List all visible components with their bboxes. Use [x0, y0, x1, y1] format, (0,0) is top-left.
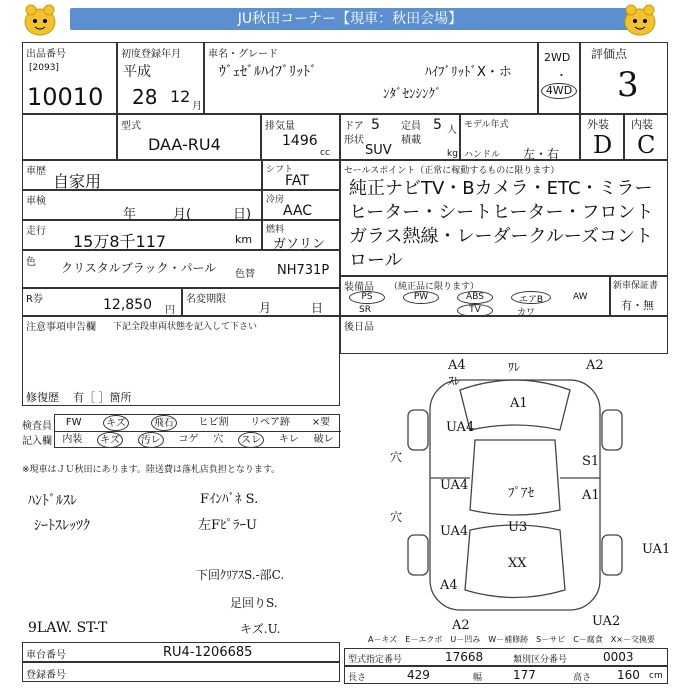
- repair-value: 有［ ］箇所: [73, 391, 132, 404]
- name-box: [204, 42, 538, 114]
- hand-note: ｼｰﾄｽﾚｯﾂｸ: [34, 518, 90, 534]
- car-roof: [470, 440, 560, 515]
- hw-mark: S1: [582, 454, 600, 469]
- hw-mark: 穴: [390, 510, 403, 524]
- tax-label: R券: [26, 294, 43, 305]
- inspection-day: 日): [233, 207, 252, 222]
- km: km: [235, 233, 253, 246]
- color-no-label: 色替: [235, 269, 255, 280]
- equip-abs: ABS: [457, 291, 493, 304]
- ext-label: 外装: [587, 118, 609, 131]
- drive-4wd: 4WD: [541, 83, 577, 99]
- seats-unit: 人: [447, 125, 457, 136]
- check-item: ×要: [311, 417, 331, 428]
- chassis-label: 車台番号: [26, 650, 66, 661]
- equip-label: 装備品: [344, 282, 374, 293]
- check-item: 破レ: [313, 434, 334, 445]
- hw-note: 足回りS.: [230, 596, 278, 610]
- seats: 5: [433, 117, 442, 133]
- check-label: 検査員: [22, 421, 52, 432]
- type-spec-label: 型式指定番号: [348, 655, 403, 665]
- later-label: 後日品: [344, 322, 374, 333]
- new-value: 有・無: [621, 299, 654, 312]
- selling-label: セールスポイント（正常に稼動するものに限ります）: [344, 166, 560, 176]
- disp-label: 排気量: [265, 121, 295, 132]
- wid: 177: [513, 668, 536, 682]
- model-year-label: モデル年式: [464, 120, 509, 130]
- hw-mark: ﾌﾟｱｾ: [508, 486, 534, 501]
- blank-box: [22, 114, 117, 160]
- model-box: [117, 114, 261, 160]
- wheel-rr: [602, 535, 622, 575]
- lot-number: 10010: [27, 83, 104, 111]
- header-title: JU秋田コーナー【現車：秋田会場】: [70, 8, 630, 30]
- check-row-1: [55, 415, 341, 432]
- drive-2wd: 2WD: [544, 51, 571, 64]
- type-spec: 17668: [445, 650, 484, 664]
- doors: 5: [371, 117, 380, 133]
- inspection-label: 車検: [26, 196, 46, 207]
- use-row: [22, 160, 262, 190]
- load-label: 積載: [401, 135, 421, 146]
- ext-box: [580, 114, 624, 160]
- size-row: [344, 666, 668, 684]
- change-day: 日: [311, 301, 324, 315]
- equip-sr: SR: [359, 305, 371, 315]
- seats-label: 定員: [401, 121, 421, 132]
- check-item-circled: キズ: [97, 432, 123, 448]
- reg-box: [117, 42, 204, 114]
- len: 429: [407, 668, 430, 682]
- lot-sub: [2093]: [29, 63, 59, 73]
- hei: 160: [617, 668, 640, 682]
- hw-mark: A1: [582, 488, 600, 503]
- month: 12: [170, 87, 191, 106]
- hw-note: キズ.U.: [240, 622, 281, 636]
- check-item: リペア跡: [250, 417, 290, 428]
- shift-box: [262, 160, 340, 190]
- regno-row: [22, 662, 340, 682]
- grade-1: ﾊｲﾌﾞﾘｯﾄﾞX・ホ: [425, 65, 512, 80]
- score-label: 評価点: [591, 47, 628, 61]
- hw-note: Fｲﾝﾊﾞﾈ S.: [200, 492, 259, 507]
- hw-mark: XX: [508, 556, 527, 571]
- equip-box: [340, 276, 610, 316]
- car-name: ｳﾞｪｾﾞﾙﾊｲﾌﾞﾘｯﾄﾞ: [219, 64, 317, 80]
- score-box: [580, 42, 668, 114]
- check-item-circled: 飛石: [151, 415, 177, 431]
- wheel-fr: [602, 410, 622, 450]
- shift-label: シフト: [266, 165, 294, 175]
- color-label: 色: [26, 257, 36, 268]
- int-label: 内装: [631, 118, 653, 131]
- ac-label: 冷房: [266, 195, 285, 205]
- mascot-right-icon: [622, 4, 658, 36]
- score: 3: [617, 65, 639, 105]
- kg: kg: [447, 149, 458, 159]
- hw-mark: UA4: [446, 420, 475, 435]
- cm: cm: [649, 671, 663, 681]
- class-label: 類別区分番号: [513, 655, 568, 665]
- fill-label: 記入欄: [22, 436, 52, 447]
- name-label: 車名・グレード: [208, 49, 278, 60]
- selling-points: 純正ナビTV・Bカメラ・ETC・ミラーヒーター・シートヒーター・フロントガラス熱線・レーダークルーズコントロール: [349, 178, 654, 271]
- lot-label: 出品番号: [26, 49, 66, 60]
- hw-mark: UA2: [592, 614, 621, 629]
- disp: 1496: [282, 133, 318, 149]
- inspection-month: 月(: [173, 207, 192, 222]
- mileage: 15万8千117: [73, 232, 167, 251]
- selling-box: [340, 160, 668, 276]
- hw-mark: A4: [448, 358, 466, 373]
- cc: cc: [320, 148, 330, 158]
- year-steer-box: [460, 114, 580, 160]
- color-row: [22, 250, 340, 288]
- mascot-left-icon: [22, 4, 58, 36]
- hand-note: ﾊﾝﾄﾞﾙｽﾚ: [28, 493, 77, 509]
- drive-dot: ・: [556, 69, 567, 82]
- fuel: ガソリン: [273, 237, 326, 252]
- change-month: 月: [259, 301, 272, 315]
- hw-mark: U3: [508, 520, 528, 535]
- steer-label: ハンドル: [464, 150, 501, 160]
- ext-grade: D: [593, 131, 613, 159]
- wid-label: 幅: [473, 673, 483, 683]
- fuel-label: 燃料: [266, 225, 285, 235]
- check-item: コゲ: [178, 434, 199, 445]
- hw-mark: UA4: [440, 478, 469, 493]
- equip-ps: PS: [349, 291, 385, 304]
- repair-label: 修復歴: [26, 391, 59, 404]
- damage-legend: A－キズ E－エクボ U－凹み W－補修跡 S－サビ C－腐食 X×－交換要: [368, 635, 655, 644]
- model: DAA-RU4: [148, 135, 221, 154]
- check-grid: [54, 414, 340, 448]
- check-item: キレ: [278, 434, 299, 445]
- new-box: [610, 276, 668, 316]
- tax: 12,850: [103, 297, 152, 313]
- change-row: [182, 288, 340, 316]
- mileage-label: 走行: [26, 226, 46, 237]
- hw-mark: A2: [586, 358, 604, 373]
- shape-label: 形状: [344, 135, 364, 146]
- check-item-circled: キズ: [103, 415, 129, 431]
- hw-mark: UA4: [440, 524, 469, 539]
- hw-mark: ｽﾚ: [448, 374, 461, 388]
- inspection-row: [22, 190, 262, 220]
- model-label: 型式: [121, 121, 141, 132]
- change-label: 名変期限: [186, 294, 226, 305]
- color: クリスタルブラック・パール: [61, 261, 217, 275]
- later-box: [340, 316, 668, 354]
- year: 28: [132, 85, 158, 109]
- notes-sub: 下記全段車両状態を記入して下さい: [113, 322, 258, 332]
- tax-row: [22, 288, 182, 316]
- check-item-circled: 汚レ: [138, 432, 164, 448]
- shape: SUV: [365, 143, 392, 158]
- ac-box: [262, 190, 340, 220]
- hw-note: 左FﾋﾟﾗｰU: [198, 518, 257, 533]
- use-label: 車歴: [26, 166, 46, 177]
- new-label: 新車保証書: [613, 281, 659, 291]
- hw-mark: UA1: [642, 542, 671, 557]
- doors-label: ドア: [344, 121, 364, 132]
- mileage-row: [22, 220, 262, 250]
- chassis-row: [22, 642, 340, 662]
- check-item: FW: [65, 417, 82, 428]
- fuel-box: [262, 220, 340, 250]
- shift: FAT: [285, 173, 309, 189]
- check-row-2: [55, 432, 341, 448]
- remark: ※現車はＪＵ秋田にあります。陸送費は落札店負担となります。: [22, 465, 281, 475]
- drive-box: [538, 42, 580, 114]
- color-no: NH731P: [277, 263, 330, 278]
- grade-2: ﾝﾀﾞｾﾝｼﾝｸﾞ: [383, 87, 442, 102]
- hw-mark: A4: [440, 578, 458, 593]
- notes-box: [22, 316, 340, 406]
- wheel-fl: [408, 410, 428, 450]
- header: [0, 0, 700, 40]
- int-box: [624, 114, 668, 160]
- hw-mark: A1: [510, 396, 528, 411]
- check-item: 内装: [62, 434, 83, 445]
- wheel-rl: [408, 535, 428, 575]
- hand-note: 9LAW. ST-T: [28, 620, 108, 636]
- spec-row: [344, 648, 668, 666]
- hw-mark: ﾜﾚ: [508, 360, 521, 374]
- check-item: ヒビ割: [198, 417, 229, 428]
- hw-mark: 穴: [390, 450, 403, 464]
- equip-airbag: エアB: [511, 291, 551, 304]
- era: 平成: [123, 64, 151, 80]
- hw-note: 下回ｸﾘｱｽS.-部C.: [196, 568, 285, 582]
- tax-unit: 円: [165, 305, 175, 316]
- equip-tv: TV: [457, 304, 493, 317]
- ac: AAC: [283, 203, 313, 219]
- int-grade: C: [637, 131, 656, 159]
- steer-value: 左・右: [523, 147, 560, 161]
- month-unit: 月: [192, 101, 202, 112]
- equip-aw: AW: [573, 292, 588, 302]
- lot-box: [22, 42, 117, 114]
- disp-box: [261, 114, 340, 160]
- regno-label: 登録番号: [26, 670, 66, 681]
- body-box: [340, 114, 460, 160]
- class-no: 0003: [603, 650, 634, 664]
- inspection-year: 年: [123, 207, 137, 222]
- check-item-circled: スレ: [238, 432, 264, 448]
- equip-leather: カワ: [517, 308, 536, 318]
- equip-pw: PW: [403, 291, 439, 304]
- equip-sub: （純正品に限ります）: [389, 282, 480, 292]
- notes-label: 注意事項申告欄: [26, 322, 96, 333]
- hei-label: 高さ: [573, 673, 592, 683]
- chassis: RU4-1206685: [163, 645, 253, 660]
- hw-mark: A2: [452, 618, 470, 633]
- check-item: 穴: [213, 434, 224, 445]
- use: 自家用: [53, 172, 102, 191]
- len-label: 長さ: [348, 673, 367, 683]
- check-area: [22, 414, 340, 448]
- reg-label: 初度登録年月: [121, 49, 181, 60]
